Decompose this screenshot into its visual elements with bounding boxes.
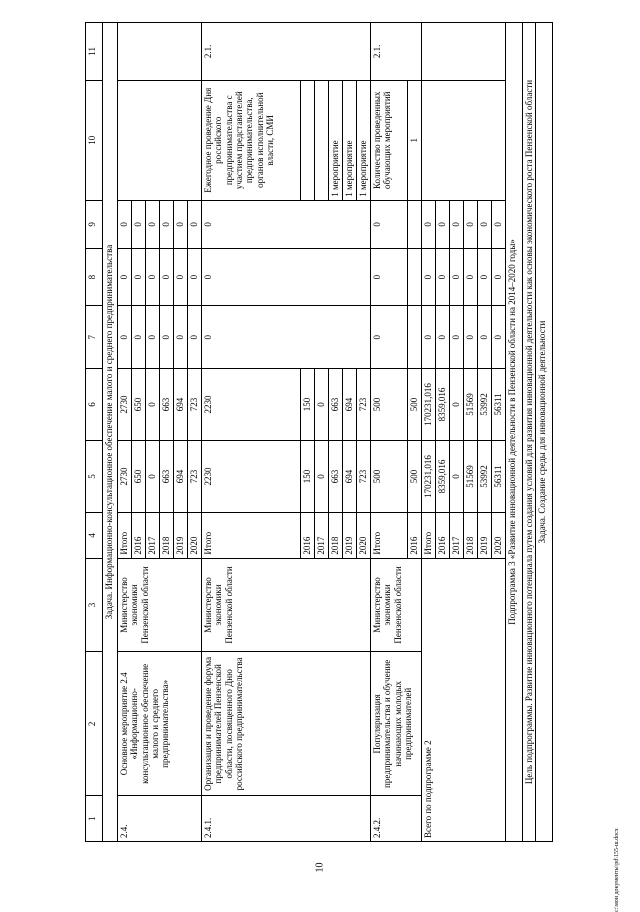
value-cell: 2230 <box>202 368 301 440</box>
value-cell: 694 <box>343 440 357 512</box>
value-cell: 150 <box>301 440 315 512</box>
value-cell: 8359,016 <box>436 368 450 440</box>
code-cell: 2.4.1. <box>202 796 371 842</box>
rotated-table-area <box>85 22 625 842</box>
value-cell: 0 <box>146 306 160 368</box>
value-cell: 0 <box>160 306 174 368</box>
year-cell: 2019 <box>478 513 492 559</box>
value-cell: 0 <box>450 440 464 512</box>
table-row <box>422 23 436 842</box>
subprogram-3-title: Подпрограмма 3 «Развитие инновационной деятельности в Пензенской области на 2014–2020 годы» <box>506 23 523 842</box>
col-num: 4 <box>86 513 103 559</box>
value-cell: 0 <box>422 200 436 248</box>
year-cell: 2016 <box>436 513 450 559</box>
subprogram-total-label: Всего по подпрограмме 2 <box>422 558 506 841</box>
col-num: 10 <box>86 80 103 200</box>
year-cell: 2020 <box>188 513 202 559</box>
indicator-value <box>315 80 329 200</box>
task-row <box>103 23 118 842</box>
table-row <box>118 23 132 842</box>
year-cell: 2016 <box>132 513 146 559</box>
value-cell: 0 <box>174 200 188 248</box>
value-cell: 0 <box>422 306 436 368</box>
value-cell: 0 <box>436 306 450 368</box>
value-cell: 0 <box>188 306 202 368</box>
value-cell: 170231,016 <box>422 368 436 440</box>
value-cell: 0 <box>202 200 371 248</box>
year-cell: 2018 <box>160 513 174 559</box>
indicator-cell: Количество проведенных обучающих мероприятий <box>371 80 408 200</box>
indicator-cell: Ежегодное проведение Дня российского предпринимательства с участием представителей предпринимательства, органов исполнительной власти, СМИ <box>202 80 301 200</box>
year-cell: Итого <box>371 513 408 559</box>
value-cell: 0 <box>492 200 506 248</box>
ref-cell <box>422 23 506 81</box>
value-cell: 0 <box>188 248 202 306</box>
value-cell: 0 <box>188 200 202 248</box>
value-cell: 2730 <box>118 368 132 440</box>
col-num: 6 <box>86 368 103 440</box>
value-cell: 0 <box>118 200 132 248</box>
ref-cell: 2.1. <box>202 23 371 81</box>
value-cell: 694 <box>174 440 188 512</box>
year-cell: 2016 <box>408 513 422 559</box>
col-num: 11 <box>86 23 103 81</box>
subprogram-title-row <box>506 23 523 842</box>
value-cell: 0 <box>478 248 492 306</box>
value-cell <box>408 200 422 248</box>
value-cell: 0 <box>202 248 371 306</box>
value-cell: 0 <box>464 200 478 248</box>
value-cell: 0 <box>371 200 408 248</box>
page-number: 10 <box>314 862 326 873</box>
value-cell: 0 <box>146 440 160 512</box>
year-cell: 2018 <box>329 513 343 559</box>
col-num: 2 <box>86 652 103 796</box>
value-cell: 0 <box>478 306 492 368</box>
indicator-value <box>301 80 315 200</box>
value-cell: 723 <box>188 440 202 512</box>
col-num: 8 <box>86 248 103 306</box>
ref-cell <box>118 23 202 81</box>
value-cell: 56311 <box>492 368 506 440</box>
value-cell: 0 <box>436 248 450 306</box>
value-cell: 663 <box>160 368 174 440</box>
value-cell: 0 <box>202 306 371 368</box>
code-cell: 2.4. <box>118 796 202 842</box>
value-cell: 663 <box>329 368 343 440</box>
value-cell: 0 <box>492 248 506 306</box>
table-row <box>202 23 301 842</box>
indicator-cell <box>118 80 202 200</box>
col-num: 3 <box>86 558 103 652</box>
value-cell: 8359,016 <box>436 440 450 512</box>
event-name: Основное мероприятие 2.4 «Информационно-консультационное обеспечение малого и среднего предпринимательства» <box>118 652 202 796</box>
col-num: 7 <box>86 306 103 368</box>
value-cell: 694 <box>343 368 357 440</box>
value-cell: 0 <box>450 368 464 440</box>
value-cell: 2230 <box>202 440 301 512</box>
year-cell: 2019 <box>174 513 188 559</box>
value-cell: 694 <box>174 368 188 440</box>
value-cell: 0 <box>436 200 450 248</box>
value-cell: 0 <box>464 306 478 368</box>
value-cell: 0 <box>450 200 464 248</box>
code-cell: 2.4.2. <box>371 796 422 842</box>
year-cell: 2017 <box>315 513 329 559</box>
subprogram-task-row <box>536 23 553 842</box>
value-cell: 663 <box>160 440 174 512</box>
value-cell: 0 <box>478 200 492 248</box>
value-cell: 51569 <box>464 440 478 512</box>
footer-file-path: c:\мои документы\pd\155-ш.docx <box>614 828 620 912</box>
col-num: 5 <box>86 440 103 512</box>
value-cell <box>408 248 422 306</box>
value-cell: 0 <box>174 306 188 368</box>
value-cell: 0 <box>492 306 506 368</box>
ref-cell: 2.1. <box>371 23 422 81</box>
table-row <box>371 23 408 842</box>
value-cell: 0 <box>118 248 132 306</box>
value-cell: 0 <box>450 248 464 306</box>
executor-cell: Министерство экономики Пензенской области <box>371 558 422 652</box>
value-cell: 0 <box>146 248 160 306</box>
value-cell: 0 <box>464 248 478 306</box>
year-cell: 2020 <box>357 513 371 559</box>
indicator-value: 1 мероприятие <box>329 80 343 200</box>
year-cell: Итого <box>422 513 436 559</box>
value-cell: 150 <box>301 368 315 440</box>
value-cell: 0 <box>371 248 408 306</box>
value-cell: 0 <box>450 306 464 368</box>
value-cell <box>408 306 422 368</box>
value-cell: 0 <box>132 200 146 248</box>
value-cell: 0 <box>132 306 146 368</box>
value-cell: 723 <box>188 368 202 440</box>
value-cell: 0 <box>146 368 160 440</box>
value-cell: 0 <box>422 248 436 306</box>
value-cell: 723 <box>357 440 371 512</box>
value-cell: 170231,016 <box>422 440 436 512</box>
subprogram-goal-row <box>523 23 536 842</box>
subprogram-3-task: Задача. Создание среды для инновационной деятельности <box>536 23 553 842</box>
value-cell: 0 <box>371 306 408 368</box>
value-cell: 0 <box>132 248 146 306</box>
col-num: 9 <box>86 200 103 248</box>
subprogram-3-goal: Цель подпрограммы. Развитие инновационного потенциала путем создания условий для развития инновационной деятельности как основы экономического роста Пензенской области <box>523 23 536 842</box>
year-cell: 2019 <box>343 513 357 559</box>
value-cell: 0 <box>174 248 188 306</box>
indicator-value: 1 мероприятие <box>343 80 357 200</box>
value-cell: 51569 <box>464 368 478 440</box>
value-cell: 650 <box>132 368 146 440</box>
year-cell: 2020 <box>492 513 506 559</box>
year-cell: Итого <box>202 513 301 559</box>
indicator-value: 1 мероприятие <box>357 80 371 200</box>
event-name: Популяризация предпринимательства и обучение начинающих молодых предпринимателей <box>371 652 422 796</box>
year-cell: 2016 <box>301 513 315 559</box>
value-cell: 0 <box>315 368 329 440</box>
indicator-cell <box>422 80 506 200</box>
event-name: Организация и проведение форума предпринимателей Пензенской области, посвященного Дню российского предпринимательства <box>202 652 371 796</box>
value-cell: 53992 <box>478 368 492 440</box>
value-cell: 723 <box>357 368 371 440</box>
value-cell: 0 <box>160 248 174 306</box>
value-cell: 500 <box>408 440 422 512</box>
value-cell: 650 <box>132 440 146 512</box>
value-cell: 53992 <box>478 440 492 512</box>
budget-table <box>85 22 553 842</box>
value-cell: 0 <box>118 306 132 368</box>
year-cell: 2018 <box>464 513 478 559</box>
value-cell: 0 <box>160 200 174 248</box>
executor-cell: Министерство экономики Пензенской области <box>118 558 202 652</box>
value-cell: 56311 <box>492 440 506 512</box>
year-cell: 2017 <box>146 513 160 559</box>
value-cell: 0 <box>146 200 160 248</box>
value-cell: 500 <box>371 440 408 512</box>
value-cell: 663 <box>329 440 343 512</box>
year-cell: Итого <box>118 513 132 559</box>
executor-cell: Министерство экономики Пензенской области <box>202 558 371 652</box>
value-cell: 2730 <box>118 440 132 512</box>
column-number-row <box>86 23 103 842</box>
indicator-value: 1 <box>408 80 422 200</box>
value-cell: 0 <box>315 440 329 512</box>
task-title: Задача. Информационно-консультационное обеспечение малого и среднего предпринимательства <box>103 23 118 842</box>
value-cell: 500 <box>408 368 422 440</box>
col-num: 1 <box>86 796 103 842</box>
year-cell: 2017 <box>450 513 464 559</box>
value-cell: 500 <box>371 368 408 440</box>
